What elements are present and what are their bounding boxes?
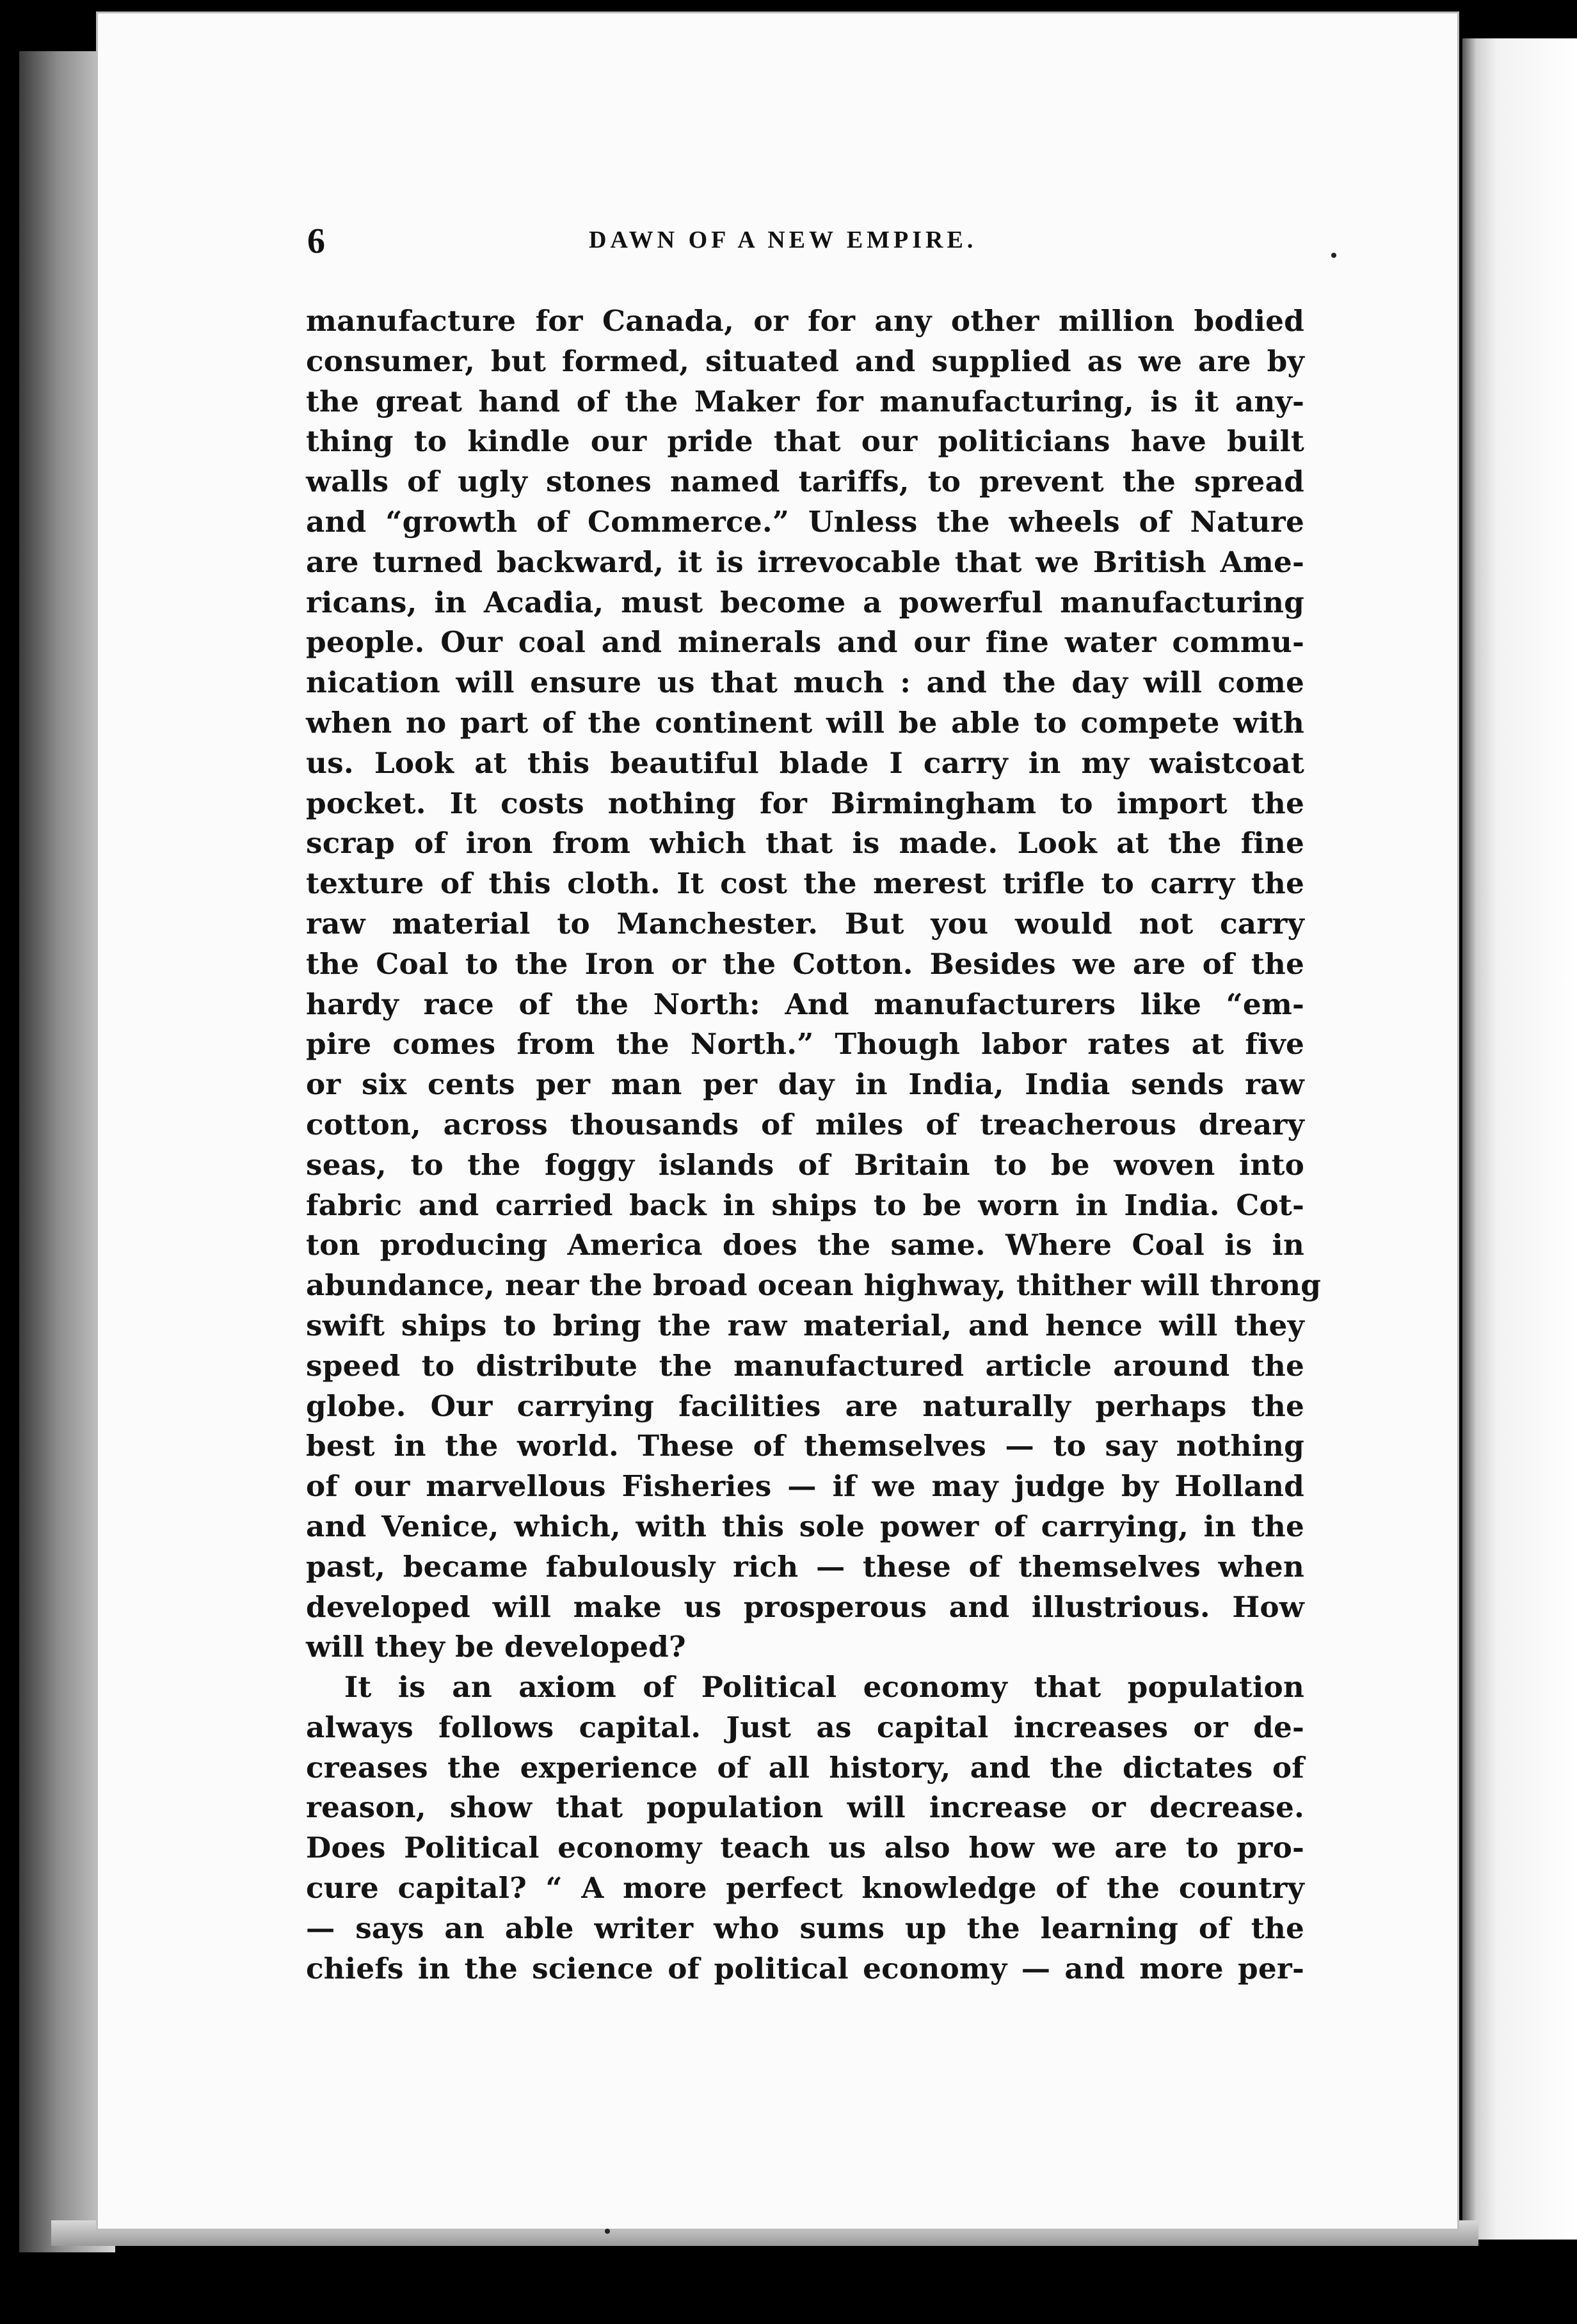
text-line: the great hand of the Maker for manufacturing, is it any-: [306, 383, 1304, 418]
text-line: chiefs in the science of political economy — and more per-: [306, 1950, 1304, 1986]
text-line: will they be developed?: [306, 1629, 686, 1664]
text-line: texture of this cloth. It cost the merest trifle to carry the: [306, 866, 1304, 901]
text-line: or six cents per man per day in India, India sends raw: [306, 1067, 1304, 1102]
text-line: manufacture for Canada, or for any other million bodied: [306, 303, 1304, 338]
running-head: [211, 221, 1338, 272]
text-line: when no part of the continent will be able to compete with: [306, 704, 1304, 740]
text-line: and “growth of Commerce.” Unless the wheels of Nature: [306, 504, 1304, 539]
text-line: seas, to the foggy islands of Britain to be woven into: [306, 1147, 1304, 1182]
text-line: best in the world. These of themselves — to say nothing: [306, 1428, 1304, 1463]
next-page-edge: [1462, 38, 1577, 2240]
text-line: globe. Our carrying facilities are naturally perhaps the: [306, 1388, 1304, 1423]
text-line: fabric and carried back in ships to be worn in India. Cot-: [306, 1187, 1304, 1222]
text-line: abundance, near the broad ocean highway, thither will throng: [306, 1268, 1322, 1303]
text-line: Does Political economy teach us also how we are to pro-: [306, 1830, 1304, 1865]
text-line: raw material to Manchester. But you would not carry: [306, 905, 1304, 941]
text-line: reason, show that population will increase or decrease.: [306, 1790, 1304, 1825]
body-text: [306, 301, 1322, 1988]
text-line: pocket. It costs nothing for Birmingham to import the: [306, 785, 1304, 820]
text-line: and Venice, which, with this sole power of carrying, in the: [306, 1508, 1304, 1543]
text-line: swift ships to bring the raw material, and hence will they: [306, 1307, 1304, 1342]
ink-speck: [1331, 253, 1336, 258]
text-line: always follows capital. Just as capital increases or de-: [306, 1709, 1304, 1744]
text-line: nication will ensure us that much : and the day will come: [306, 665, 1304, 700]
text-line: pire comes from the North.” Though labor rates at five: [306, 1026, 1304, 1062]
text-line: walls of ugly stones named tariffs, to prevent the spread: [306, 464, 1304, 499]
text-line: — says an able writer who sums up the learning of the: [306, 1910, 1304, 1945]
text-line: ton producing America does the same. Where Coal is in: [306, 1227, 1304, 1262]
running-title: DAWN OF A NEW EMPIRE.: [589, 227, 977, 253]
text-line: cure capital? “ A more perfect knowledge of the country: [306, 1870, 1304, 1906]
text-line: scrap of iron from which that is made. Look at the fine: [306, 825, 1304, 861]
text-line: speed to distribute the manufactured article around the: [306, 1348, 1304, 1383]
text-line: of our marvellous Fisheries — if we may judge by Holland: [306, 1468, 1304, 1504]
text-line: the Coal to the Iron or the Cotton. Besides we are of the: [306, 946, 1304, 981]
text-line: ricans, in Acadia, must become a powerful manufacturing: [306, 584, 1304, 619]
ink-speck: [605, 2229, 610, 2234]
text-line: us. Look at this beautiful blade I carry in my waistcoat: [306, 745, 1304, 780]
text-line: people. Our coal and minerals and our fine water commu-: [306, 625, 1304, 660]
text-line: thing to kindle our pride that our politicians have built: [306, 424, 1304, 459]
text-line: It is an axiom of Political economy that population: [344, 1669, 1304, 1705]
text-line: cotton, across thousands of miles of treacherous dreary: [306, 1106, 1304, 1142]
text-line: are turned backward, it is irrevocable that we British Ame-: [306, 544, 1304, 579]
text-line: consumer, but formed, situated and supplied as we are by: [306, 343, 1304, 378]
page-number: 6: [307, 221, 325, 261]
text-line: developed will make us prosperous and illustrious. How: [306, 1589, 1304, 1624]
text-line: creases the experience of all history, and the dictates of: [306, 1749, 1304, 1785]
text-line: hardy race of the North: And manufacturers like “em-: [306, 986, 1304, 1021]
text-line: past, became fabulously rich — these of themselves when: [306, 1548, 1304, 1584]
